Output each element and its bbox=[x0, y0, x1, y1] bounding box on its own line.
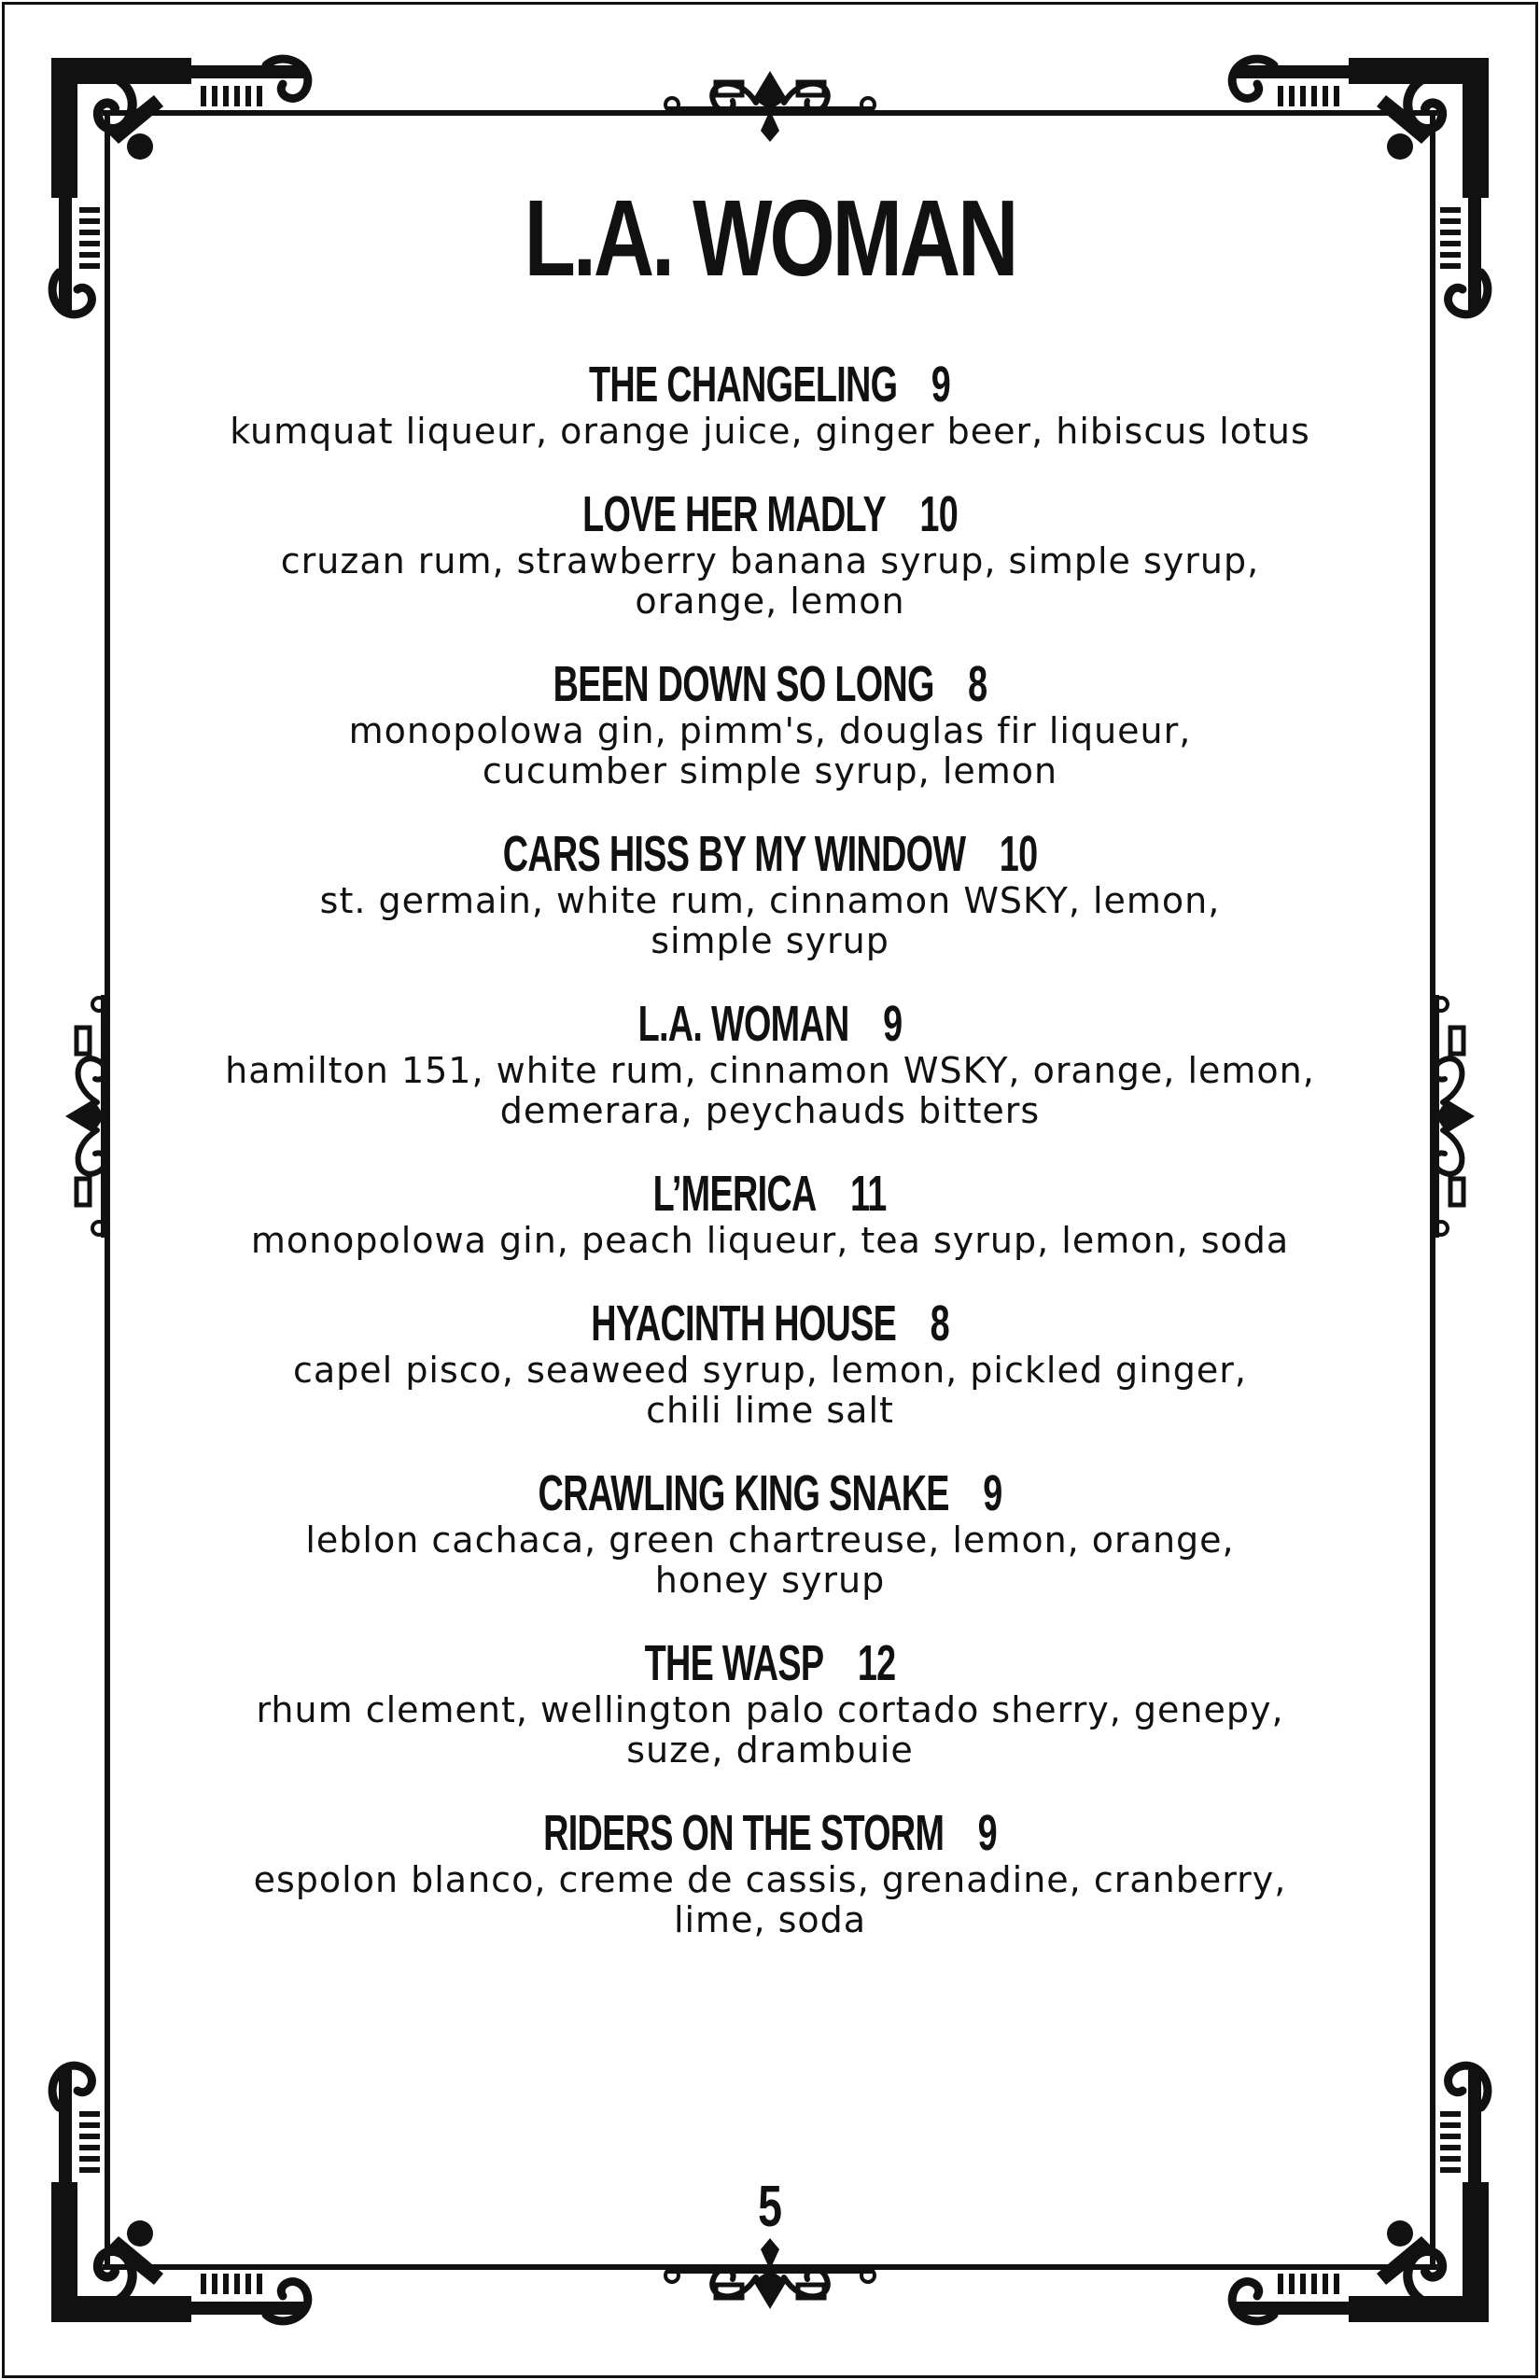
menu-item-price: 10 bbox=[999, 826, 1038, 882]
menu-item-name: RIDERS ON THE STORM bbox=[543, 1805, 945, 1861]
menu-item-header bbox=[177, 1296, 1363, 1351]
menu-item bbox=[177, 487, 1363, 622]
menu-item bbox=[177, 657, 1363, 791]
cocktail-list bbox=[177, 357, 1363, 1940]
menu-item-name: L’MERICA bbox=[653, 1166, 818, 1222]
menu-item-description: capel pisco, seaweed syrup, lemon, pickled ginger, bbox=[293, 1350, 1247, 1391]
menu-item-description: kumquat liqueur, orange juice, ginger beer, hibiscus lotus bbox=[230, 411, 1310, 452]
menu-item bbox=[177, 827, 1363, 961]
menu-item-header bbox=[177, 1167, 1363, 1221]
menu-item-heading bbox=[589, 357, 950, 412]
menu-item-price: 9 bbox=[977, 1805, 997, 1861]
page-number: 5 bbox=[758, 2175, 782, 2239]
menu-item-price: 9 bbox=[983, 1465, 1002, 1521]
menu-item-name: HYACINTH HOUSE bbox=[591, 1295, 897, 1351]
menu-item-heading bbox=[638, 997, 903, 1051]
menu-item-heading bbox=[543, 1806, 997, 1860]
menu-item-price: 12 bbox=[857, 1635, 896, 1691]
menu-item-description: cruzan rum, strawberry banana syrup, simple syrup, bbox=[280, 540, 1260, 581]
menu-item-description: st. germain, white rum, cinnamon WSKY, lemon, bbox=[319, 880, 1221, 921]
menu-item-price: 11 bbox=[850, 1166, 887, 1222]
menu-item-heading bbox=[538, 1466, 1001, 1520]
menu-item-price: 10 bbox=[919, 486, 958, 542]
menu-item-name: CRAWLING KING SNAKE bbox=[538, 1465, 949, 1521]
menu-item-heading bbox=[645, 1636, 896, 1690]
menu-item bbox=[177, 997, 1363, 1131]
menu-item bbox=[177, 1806, 1363, 1940]
menu-item-description: honey syrup bbox=[654, 1560, 886, 1601]
menu-item-heading bbox=[591, 1296, 949, 1351]
edge-ornament-left bbox=[65, 995, 105, 1238]
menu-item-header bbox=[177, 487, 1363, 541]
menu-item-header bbox=[177, 997, 1363, 1051]
menu-item bbox=[177, 357, 1363, 452]
edge-ornament-bottom bbox=[665, 2238, 875, 2309]
menu-item-heading bbox=[553, 657, 987, 711]
menu-item-name: BEEN DOWN SO LONG bbox=[553, 656, 934, 712]
menu-title: L.A. WOMAN bbox=[524, 177, 1016, 299]
menu-item-price: 9 bbox=[883, 996, 903, 1052]
menu-item-header bbox=[177, 357, 1363, 412]
menu-item bbox=[177, 1167, 1363, 1261]
menu-item-price: 8 bbox=[968, 656, 987, 712]
menu-item-header bbox=[177, 657, 1363, 711]
menu-item-description: chili lime salt bbox=[646, 1390, 894, 1431]
menu-item-description: demerara, peychauds bitters bbox=[499, 1090, 1041, 1131]
menu-item-price: 8 bbox=[930, 1295, 949, 1351]
menu-item-header bbox=[177, 1806, 1363, 1860]
menu-item-header bbox=[177, 1466, 1363, 1520]
menu-item-name: LOVE HER MADLY bbox=[582, 486, 886, 542]
menu-item-description: rhum clement, wellington palo cortado sherry, genepy, bbox=[256, 1689, 1284, 1730]
menu-item-heading bbox=[653, 1167, 887, 1221]
menu-item bbox=[177, 1636, 1363, 1771]
menu-item-description: monopolowa gin, pimm's, douglas fir liqueur, bbox=[348, 710, 1192, 751]
menu-item-description: lime, soda bbox=[673, 1899, 867, 1940]
menu-item-description: suze, drambuie bbox=[626, 1729, 914, 1771]
menu-item-price: 9 bbox=[931, 357, 951, 413]
menu-item bbox=[177, 1296, 1363, 1431]
edge-ornament-top bbox=[665, 71, 875, 142]
menu-item-header bbox=[177, 827, 1363, 881]
menu-item-description: leblon cachaca, green chartreuse, lemon, orange, bbox=[305, 1519, 1235, 1561]
menu-item-name: L.A. WOMAN bbox=[637, 996, 849, 1052]
menu-item-description: espolon blanco, creme de cassis, grenadine, cranberry, bbox=[253, 1859, 1287, 1900]
menu-item-heading bbox=[582, 487, 958, 541]
menu-item-description: cucumber simple syrup, lemon bbox=[482, 750, 1058, 791]
edge-ornament-right bbox=[1435, 995, 1475, 1238]
menu-item-name: CARS HISS BY MY WINDOW bbox=[502, 826, 966, 882]
menu-item-header bbox=[177, 1636, 1363, 1690]
menu-item-description: monopolowa gin, peach liqueur, tea syrup, lemon, soda bbox=[250, 1220, 1290, 1261]
menu-item-description: hamilton 151, white rum, cinnamon WSKY, orange, lemon, bbox=[225, 1050, 1315, 1091]
menu-item-description: simple syrup bbox=[651, 920, 889, 961]
menu-item bbox=[177, 1466, 1363, 1601]
menu-item-name: THE CHANGELING bbox=[589, 357, 898, 413]
menu-item-description: orange, lemon bbox=[635, 581, 905, 622]
menu-item-heading bbox=[503, 827, 1038, 881]
menu-item-name: THE WASP bbox=[644, 1635, 824, 1691]
